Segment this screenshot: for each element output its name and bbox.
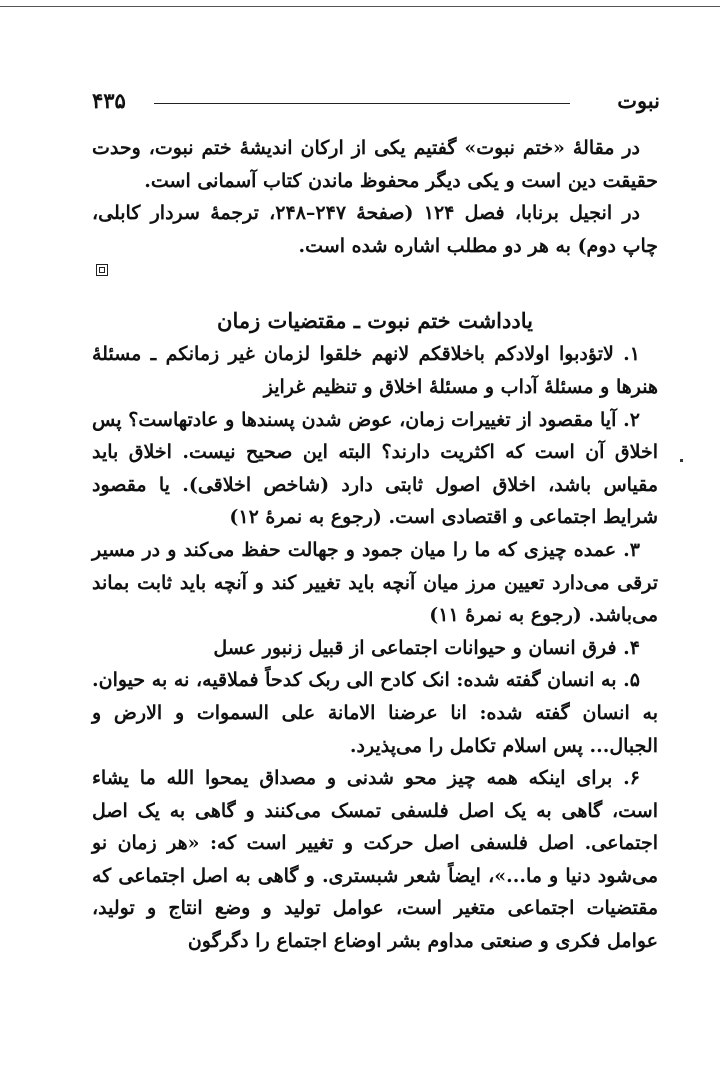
- page-body: [92, 132, 658, 958]
- note-item-6: ۶. برای اینکه همه چیز محو شدنی و مصداق یمحوا الله ما یشاء است، گاهی به یک اصل فلسفی تمسک می‌کنند و گاهی به یک اصل اجتماعی. اصل فلسفی اصل حرکت و تغییر است که: «هر زمان نو می‌شود دنیا و ما...»، ایضاً شعر شبستری. و گاهی به اصل اجتماعی که مقتضیات اجتماعی متغیر است، عوامل تولید و وضع انتاج و تولید، عوامل فکری و صنعتی مداوم بشر اوضاع اجتماع را دگرگون: [92, 767, 658, 953]
- intro-paragraph-1: در مقالهٔ «ختم نبوت» گفتیم یکی از ارکان اندیشهٔ ختم نبوت، وحدت حقیقت دین است و یکی دیگر محفوظ ماندن کتاب آسمانی است.: [92, 137, 658, 192]
- margin-dot: [680, 459, 683, 462]
- intro-paragraph-2: در انجیل برنابا، فصل ۱۲۴ (صفحهٔ ۲۴۷–۲۴۸، ترجمهٔ سردار کابلی، چاپ دوم) به هر دو مطلب اشاره شده است.: [92, 202, 658, 257]
- page-number: ۴۳۵: [92, 88, 126, 113]
- page-header: [92, 88, 660, 114]
- end-mark-row: [92, 262, 658, 290]
- note-item-1: ۱. لاتؤدبوا اولادکم باخلاقکم لانهم خلقوا لزمان غیر زمانکم ـ مسئلهٔ هنرها و مسئلهٔ آداب و مسئلهٔ اخلاق و تنظیم غرایز: [92, 343, 658, 398]
- end-of-section-icon: [96, 264, 108, 276]
- note-item-3: ۳. عمده چیزی که ما را میان جمود و جهالت حفظ می‌کند و در مسیر ترقی می‌دارد تعیین مرز میان آنچه باید تغییر کند و آنچه باید ثابت بماند می‌باشد. (رجوع به نمرهٔ ۱۱): [92, 538, 658, 627]
- header-rule: [154, 103, 570, 104]
- note-item-4: ۴. فرق انسان و حیوانات اجتماعی از قبیل زنبور عسل: [213, 636, 640, 659]
- note-item-2: ۲. آیا مقصود از تغییرات زمان، عوض شدن پسندها و عادتهاست؟ پس اخلاق آن است که اکثریت دارند؟ البته این صحیح نیست. اخلاق باید مقیاس باشد، اخلاق اصول ثابتی دارد (شاخص اخلاقی). یا مقصود شرایط اجتماعی و اقتصادی است. (رجوع به نمرهٔ ۱۲): [92, 408, 658, 529]
- section-title: یادداشت ختم نبوت ـ مقتضیات زمان: [217, 308, 533, 334]
- running-head: نبوت: [617, 88, 660, 113]
- note-item-5: ۵. به انسان گفته شده: انک کادح الی ربک کدحاً فملاقیه، نه به حیوان. به انسان گفته شده: انا عرضنا الامانة علی السموات و الارض و الجبال... پس اسلام تکامل را می‌پذیرد.: [92, 669, 658, 757]
- top-border-line: [0, 6, 720, 7]
